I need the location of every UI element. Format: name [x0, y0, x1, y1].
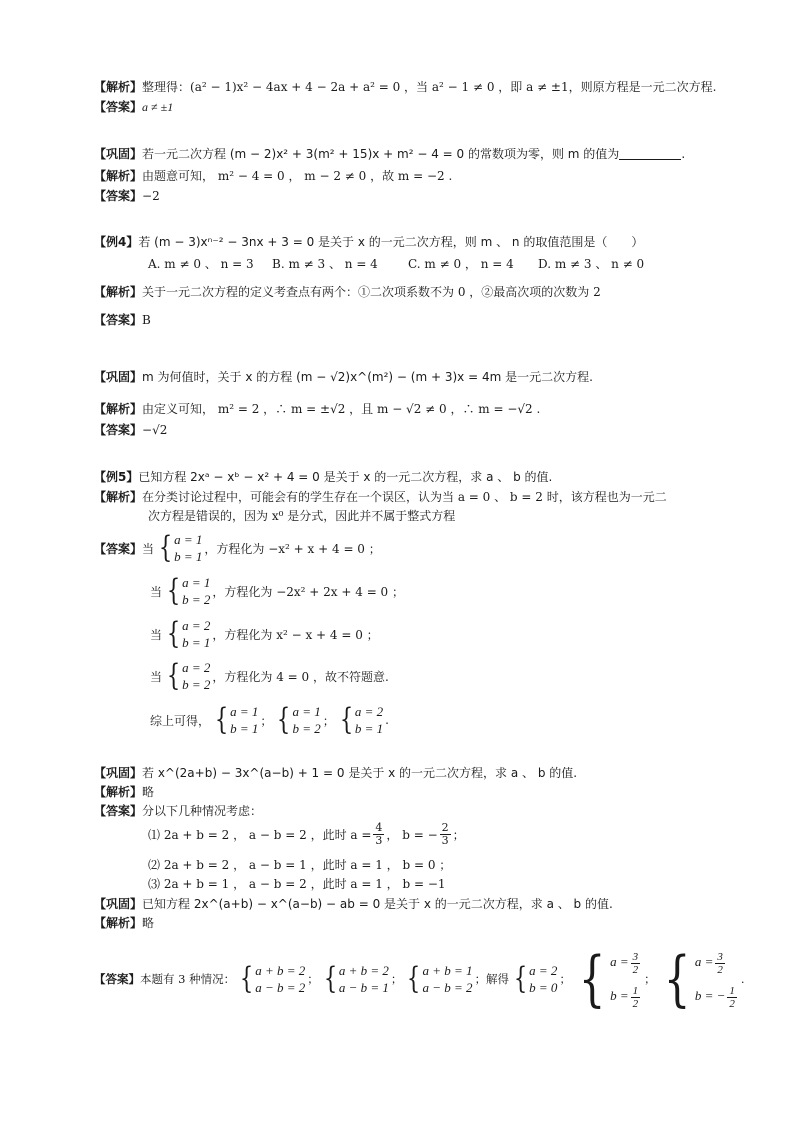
b7-question-line	[94, 896, 613, 912]
b5-summary-system-3: { a = 2 b = 1	[339, 702, 384, 737]
sys-row: a = 2	[182, 618, 211, 633]
b3-option-a: A. m ≠ 0 、 n = 3	[148, 257, 254, 271]
b5-case-3	[150, 617, 379, 651]
b7-solution-3: { a = $\frac{3}{2}$ b = − $\frac{1}{2}$	[658, 945, 739, 1013]
b5-case-1	[94, 531, 381, 565]
b6-question: 若 x^(2a+b) − 3x^(a−b) + 1 = 0 是关于 x 的一元二次方程，求 a 、 b 的值.	[142, 766, 578, 780]
b6-case-1	[148, 822, 465, 847]
numerator: 4	[375, 821, 383, 834]
b5-case4-system: { a = 2 b = 2	[166, 658, 211, 693]
b5-when: 当	[150, 627, 163, 642]
b5-summary	[150, 703, 389, 737]
b5-summary-prefix: 综上可得，	[150, 713, 211, 728]
sys-row: a + b = 2	[255, 963, 306, 978]
sol3-b-row	[695, 979, 739, 1013]
sys-row: b = 1	[230, 721, 259, 736]
b6-fraction-b	[440, 822, 451, 847]
denominator: 3	[375, 834, 383, 847]
b3-option-b: B. m ≠ 3 、 n = 4	[272, 257, 378, 271]
example5-label: 【例5】	[94, 470, 139, 484]
analysis-label: 【解析】	[94, 402, 143, 416]
denominator: 2	[632, 963, 639, 976]
b5-case2-text: ，方程化为 −2x² + 2x + 4 = 0 ；	[212, 584, 405, 599]
numerator: 1	[632, 984, 639, 997]
sys-row: a = 1	[174, 532, 203, 547]
b6-fraction-a	[373, 822, 384, 847]
b7-analysis: 略	[142, 916, 155, 930]
sys-row: a − b = 2	[255, 980, 306, 995]
b7-answer-line	[94, 945, 745, 1013]
consolidate-label: 【巩固】	[94, 370, 143, 384]
b3-analysis: 关于一元二次方程的定义考查点有两个：①二次项系数不为 0 ，②最高次项的次数为 2	[142, 285, 601, 299]
numerator: 3	[717, 950, 723, 963]
numerator: 3	[632, 950, 639, 963]
sys-row: a − b = 1	[338, 980, 389, 995]
answer-label: 【答案】	[94, 972, 140, 986]
separator: ；	[307, 972, 319, 986]
b7-system-2: { a + b = 2 a − b = 1	[323, 961, 389, 996]
b6-analysis: 略	[142, 785, 155, 799]
sol2-b-row	[610, 979, 642, 1013]
sys-row: a = 2	[354, 704, 384, 719]
b1-analysis: 整理得：(a² − 1)x² − 4ax + 4 − 2a + a² = 0 ，当 a² − 1 ≠ 0 ，即 a ≠ ±1，则原方程是一元二次方程.	[142, 80, 717, 94]
sol2-a-row	[610, 945, 642, 979]
b5-analysis-1: 在分类讨论过程中，可能会有的学生存在一个误区，认为当 a = 0 、 b = 2 时，该方程也为一元二	[142, 490, 667, 504]
b5-case4-text: ，方程化为 4 = 0 ，故不符题意.	[212, 669, 389, 684]
answer-label: 【答案】	[94, 423, 143, 437]
sys-row: b = 1	[182, 635, 211, 650]
numerator: 2	[441, 821, 449, 834]
b2-question: 若一元二次方程 (m − 2)x² + 3(m² + 15)x + m² − 4 = 0 的常数项为零，则 m 的值为	[142, 147, 620, 161]
sys-row: b = 1	[354, 721, 384, 736]
b3-analysis-line	[94, 284, 601, 300]
b5-case-2	[150, 574, 404, 608]
answer-label: 【答案】	[94, 189, 143, 203]
sys-row: a + b = 2	[338, 963, 389, 978]
b6-case1-text-a: ⑴ 2a + b = 2 ， a − b = 2 ，此时 a =	[148, 828, 372, 842]
b2-question-end: .	[681, 147, 686, 161]
analysis-label: 【解析】	[94, 916, 143, 930]
var-a: a =	[610, 954, 629, 969]
b1-answer-line	[94, 99, 173, 115]
b6-question-line	[94, 765, 577, 781]
b6-case-2: ⑵ 2a + b = 2 ， a − b = 1 ，此时 a = 1 ， b = 0 ；	[148, 858, 452, 872]
b6-answer: 分以下几种情况考虑：	[142, 804, 263, 818]
sol3-a-frac	[715, 951, 725, 976]
var-b: b =	[610, 988, 629, 1003]
answer-label: 【答案】	[94, 541, 143, 556]
b3-option-c: C. m ≠ 0 ， n = 4	[408, 257, 514, 271]
b4-question-line	[94, 369, 593, 385]
b2-answer-blank	[619, 147, 681, 160]
b5-case-4	[150, 659, 389, 693]
solve-word: ；解得	[474, 972, 510, 986]
b6-case1-text-c: ；	[452, 828, 465, 842]
sys-row: a = 1	[292, 704, 321, 719]
answer-label: 【答案】	[94, 804, 143, 818]
answer-label: 【答案】	[94, 313, 143, 327]
b5-case3-text: ，方程化为 x² − x + 4 = 0 ；	[212, 627, 379, 642]
b7-question: 已知方程 2x^(a+b) − x^(a−b) − ab = 0 是关于 x 的一元二次方程，求 a 、 b 的值.	[142, 897, 613, 911]
sol2-b-frac	[631, 985, 641, 1010]
b5-case1-text: ，方程化为 −x² + x + 4 = 0 ；	[204, 541, 381, 556]
example4-label: 【例4】	[94, 235, 139, 249]
answer-label: 【答案】	[94, 100, 143, 114]
denominator: 2	[632, 997, 639, 1010]
sys-row: b = 0	[529, 980, 558, 995]
b3-option-d: D. m ≠ 3 、 n ≠ 0	[538, 257, 645, 271]
sol2-a-frac	[631, 951, 641, 976]
sys-row: b = 1	[174, 549, 203, 564]
sys-row: a = 2	[182, 660, 211, 675]
separator: ；	[322, 713, 335, 728]
sol3-a-row	[695, 945, 739, 979]
b4-analysis-line	[94, 401, 540, 417]
sys-row: b = 2	[182, 592, 211, 607]
numerator: 1	[729, 984, 735, 997]
b6-analysis-line	[94, 784, 154, 800]
b5-case2-system: { a = 1 b = 2	[166, 573, 211, 608]
b5-case3-system: { a = 2 b = 1	[166, 616, 211, 651]
b5-when: 当	[150, 669, 163, 684]
sys-row: b = 2	[182, 677, 211, 692]
denominator: 2	[717, 963, 723, 976]
b5-summary-system-2: { a = 1 b = 2	[277, 702, 321, 737]
b5-question-line	[94, 469, 552, 485]
separator: ；	[260, 713, 273, 728]
analysis-label: 【解析】	[94, 490, 143, 504]
b7-system-1: { a + b = 2 a − b = 2	[240, 961, 306, 996]
sys-row: a + b = 1	[422, 963, 473, 978]
b5-analysis-2: 次方程是错误的，因为 x⁰ 是分式，因此并不属于整式方程	[148, 509, 456, 523]
analysis-label: 【解析】	[94, 285, 143, 299]
sys-row: a = 1	[182, 575, 211, 590]
var-a: a =	[694, 954, 714, 969]
period: .	[740, 972, 745, 986]
b6-case1-text-b: ， b = −	[386, 828, 438, 842]
b2-question-line	[94, 146, 685, 162]
analysis-label: 【解析】	[94, 169, 143, 183]
b4-answer-line	[94, 422, 167, 438]
b2-answer-line	[94, 188, 160, 204]
b7-system-3: { a + b = 1 a − b = 2	[407, 961, 473, 996]
b3-question-line	[94, 234, 643, 250]
consolidate-label: 【巩固】	[94, 147, 143, 161]
b3-answer: B	[142, 313, 151, 327]
b5-analysis-line-1	[94, 489, 667, 505]
sys-row: a = 2	[529, 963, 558, 978]
b4-answer: −√2	[142, 423, 168, 437]
analysis-label: 【解析】	[94, 80, 143, 94]
b5-question: 已知方程 2xᵃ − xᵇ − x² + 4 = 0 是关于 x 的一元二次方程，求 a 、 b 的值.	[138, 470, 553, 484]
b3-question: 若 (m − 3)xⁿ⁻² − 3nx + 3 = 0 是关于 x 的一元二次方程，则 m 、 n 的取值范围是（ ）	[138, 235, 644, 249]
separator: ；	[390, 972, 403, 986]
b6-case-3: ⑶ 2a + b = 1 ， a − b = 2 ，此时 a = 1 ， b = −1	[148, 877, 446, 891]
consolidate-label: 【巩固】	[94, 766, 143, 780]
b7-analysis-line	[94, 915, 154, 931]
b6-answer-line	[94, 803, 262, 819]
b1-answer: a ≠ ±1	[142, 100, 174, 114]
sol3-b-frac	[727, 985, 737, 1010]
separator: ；	[559, 972, 571, 986]
consolidate-label: 【巩固】	[94, 897, 143, 911]
sys-row: a − b = 2	[422, 980, 473, 995]
analysis-label: 【解析】	[94, 785, 143, 799]
b4-question: m 为何值时，关于 x 的方程 (m − √2)x^(m²) − (m + 3)x = 4m 是一元二次方程.	[142, 370, 593, 384]
b7-solution-1: { a = 2 b = 0	[513, 961, 558, 996]
denominator: 3	[441, 834, 449, 847]
period: .	[385, 713, 389, 727]
b5-when: 当	[150, 584, 163, 599]
b7-solution-2: { a = $\frac{3}{2}$ b = $\frac{1}{2}$	[573, 945, 642, 1013]
b5-case1-system: { a = 1 b = 1	[158, 530, 203, 565]
b1-analysis-line	[94, 79, 716, 95]
sys-row: a = 1	[230, 704, 259, 719]
b7-answer-prefix: 本题有 3 种情况：	[140, 972, 236, 986]
sys-row: b = 2	[292, 721, 321, 736]
separator: ；	[644, 972, 656, 986]
b5-when: 当	[142, 541, 155, 556]
b2-analysis: 由题意可知， m² − 4 = 0 ， m − 2 ≠ 0 ，故 m = −2 .	[142, 169, 453, 183]
b2-analysis-line	[94, 168, 452, 184]
b3-answer-line	[94, 312, 151, 328]
denominator: 2	[729, 997, 735, 1010]
b5-summary-system-1: { a = 1 b = 1	[214, 702, 259, 737]
var-b: b = −	[694, 988, 726, 1003]
b2-answer: −2	[142, 189, 160, 203]
b4-analysis: 由定义可知， m² = 2 ，∴ m = ±√2 ，且 m − √2 ≠ 0 ，∴ m = −√2 .	[142, 402, 541, 416]
